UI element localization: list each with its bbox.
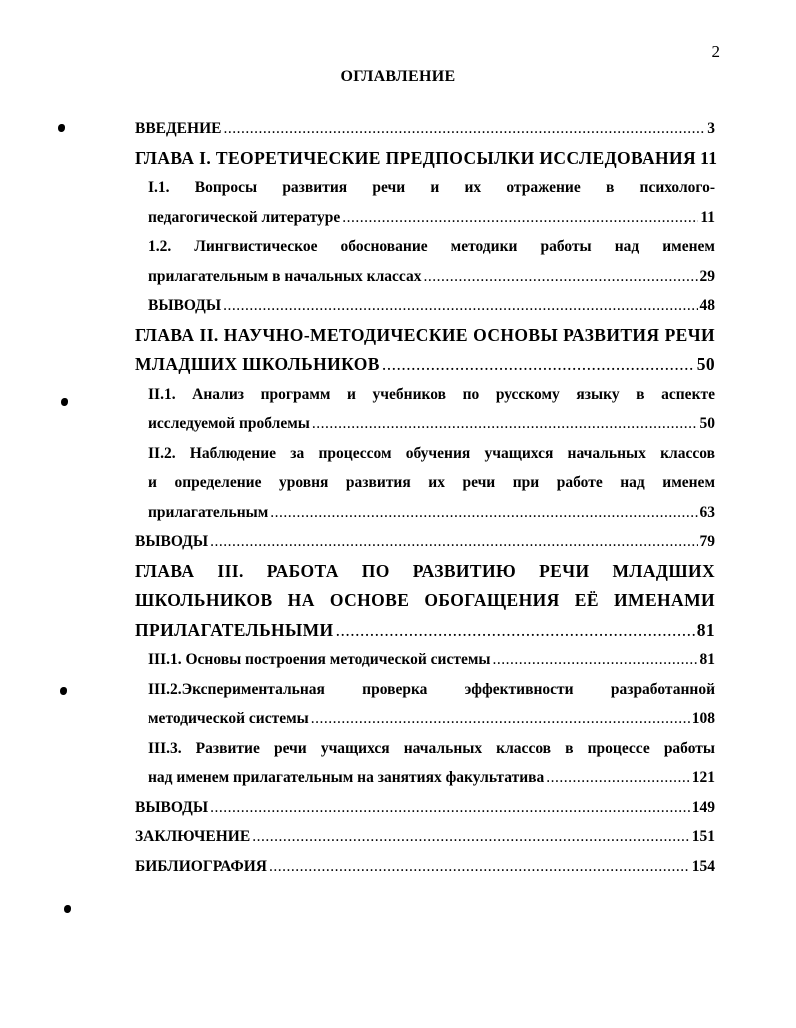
toc-entry-last-line <box>148 262 715 292</box>
toc-entry-last-line <box>135 527 715 557</box>
toc-entry <box>135 793 715 823</box>
toc-entry-title: ЗАКЛЮЧЕНИЕ <box>135 828 251 845</box>
dot-leader <box>210 527 697 557</box>
toc-entry <box>135 734 715 793</box>
toc-entry-last-line <box>148 763 715 793</box>
toc-entry-line: II.2. Наблюдение за процессом обучения учащихся начальных классов <box>148 444 715 462</box>
toc-entry-title: над именем прилагательным на занятиях факультатива <box>148 769 545 786</box>
margin-mark <box>58 124 65 132</box>
toc-entry-page: 48 <box>699 297 715 314</box>
toc-entry-page: 108 <box>691 710 715 727</box>
toc-entry-page: 50 <box>699 415 715 432</box>
dot-leader <box>252 822 690 852</box>
toc-entry-title: прилагательным в начальных классах <box>148 267 422 285</box>
toc-entry-title: методической системы <box>148 710 309 727</box>
toc-entry-page: 50 <box>696 354 715 374</box>
toc-entry <box>135 114 715 144</box>
toc-entry <box>135 321 715 380</box>
toc-entry-last-line <box>148 498 715 528</box>
toc-entry-last-line <box>135 616 715 646</box>
toc-entry-page: 149 <box>691 798 715 816</box>
toc-entry <box>135 439 715 528</box>
toc-entry-page: 81 <box>696 619 715 640</box>
toc-entry-last-line <box>135 114 715 144</box>
dot-leader <box>336 616 695 646</box>
toc-entry-page: 63 <box>699 503 715 521</box>
toc-entry-page: 154 <box>691 857 715 875</box>
toc-entry <box>135 380 715 439</box>
toc-entry-line: II.1. Анализ программ и учебников по русскому языку в аспекте <box>148 385 715 403</box>
toc-entry <box>135 852 715 882</box>
toc-entry <box>135 527 715 557</box>
toc-entry-title: ВВЕДЕНИЕ <box>135 120 222 137</box>
toc-entry <box>135 822 715 852</box>
toc-entry-line: ШКОЛЬНИКОВ НА ОСНОВЕ ОБОГАЩЕНИЯ ЕЁ ИМЕНАМИ <box>135 590 715 610</box>
toc-entry-line: I.1. Вопросы развития речи и их отражение в психолого- <box>148 179 715 196</box>
dot-leader <box>546 763 690 793</box>
toc-entry <box>135 144 718 174</box>
toc-entry-page: 79 <box>699 533 715 550</box>
toc-entry-title: ГЛАВА I. ТЕОРЕТИЧЕСКИЕ ПРЕДПОСЫЛКИ ИССЛЕДОВАНИЯ <box>135 147 697 168</box>
margin-mark <box>61 398 68 406</box>
toc-entry-page: 121 <box>691 769 715 786</box>
dot-leader <box>223 291 697 321</box>
page-number: 2 <box>711 42 720 61</box>
toc-entry-title: ВЫВОДЫ <box>148 297 222 314</box>
dot-leader <box>270 498 697 528</box>
toc-entry-title: ВЫВОДЫ <box>135 533 209 550</box>
toc-entry-last-line <box>148 409 715 439</box>
dot-leader <box>210 793 690 823</box>
toc-entry-title: исследуемой проблемы <box>148 415 310 432</box>
dot-leader <box>312 409 698 439</box>
toc-entry <box>135 557 715 646</box>
toc-entry-last-line <box>135 144 718 174</box>
toc-entry-last-line <box>148 704 715 734</box>
toc-entry-page: 81 <box>699 651 715 668</box>
toc-entry-line: III.3. Развитие речи учащихся начальных классов в процессе работы <box>148 739 715 757</box>
toc-entry-page: 151 <box>691 828 715 845</box>
toc-entry-line: ГЛАВА II. НАУЧНО-МЕТОДИЧЕСКИЕ ОСНОВЫ РАЗВИТИЯ РЕЧИ <box>135 324 715 345</box>
toc-entry <box>135 675 715 734</box>
dot-leader <box>493 645 698 675</box>
toc-entry-last-line <box>135 350 715 380</box>
toc-entry-last-line <box>148 291 715 321</box>
toc-entry-last-line <box>135 852 715 882</box>
dot-leader <box>423 262 697 292</box>
toc-entry-last-line <box>135 793 715 823</box>
toc-entry-page: 11 <box>700 147 718 168</box>
toc-entry <box>135 291 715 321</box>
toc-entry-title: ВЫВОДЫ <box>135 798 209 816</box>
toc-entry-title: ПРИЛАГАТЕЛЬНЫМИ <box>135 619 334 640</box>
toc-entry-page: 11 <box>700 208 715 226</box>
toc-entry <box>135 232 715 291</box>
dot-leader <box>269 852 690 882</box>
toc-entry-line: ГЛАВА III. РАБОТА ПО РАЗВИТИЮ РЕЧИ МЛАДШИХ <box>135 560 715 581</box>
dot-leader <box>342 203 698 233</box>
toc-entry-title: III.1. Основы построения методической системы <box>148 651 491 668</box>
toc-entry-title: педагогической литературе <box>148 208 341 226</box>
margin-mark <box>64 905 71 913</box>
page-title: ОГЛАВЛЕНИЕ <box>340 68 456 85</box>
toc-entry-line: III.2.Экспериментальная проверка эффективности разработанной <box>148 680 715 698</box>
toc-entry-line: 1.2. Лингвистическое обоснование методики работы над именем <box>148 238 715 255</box>
toc-entry-page: 29 <box>699 267 715 285</box>
toc-entry-title: БИБЛИОГРАФИЯ <box>135 857 267 875</box>
toc-entry-line: и определение уровня развития их речи при работе над именем <box>148 474 715 491</box>
toc-entry <box>135 173 715 232</box>
toc-entry-last-line <box>148 203 715 233</box>
toc-entry-last-line <box>135 822 715 852</box>
table-of-contents <box>135 114 718 881</box>
toc-entry-title: прилагательным <box>148 503 269 521</box>
toc-entry-title: МЛАДШИХ ШКОЛЬНИКОВ <box>135 354 380 374</box>
margin-mark <box>60 687 67 695</box>
toc-entry-page: 3 <box>707 120 715 137</box>
dot-leader <box>223 114 705 144</box>
toc-entry-last-line <box>148 645 715 675</box>
dot-leader <box>382 350 695 380</box>
toc-entry <box>135 645 715 675</box>
dot-leader <box>311 704 690 734</box>
